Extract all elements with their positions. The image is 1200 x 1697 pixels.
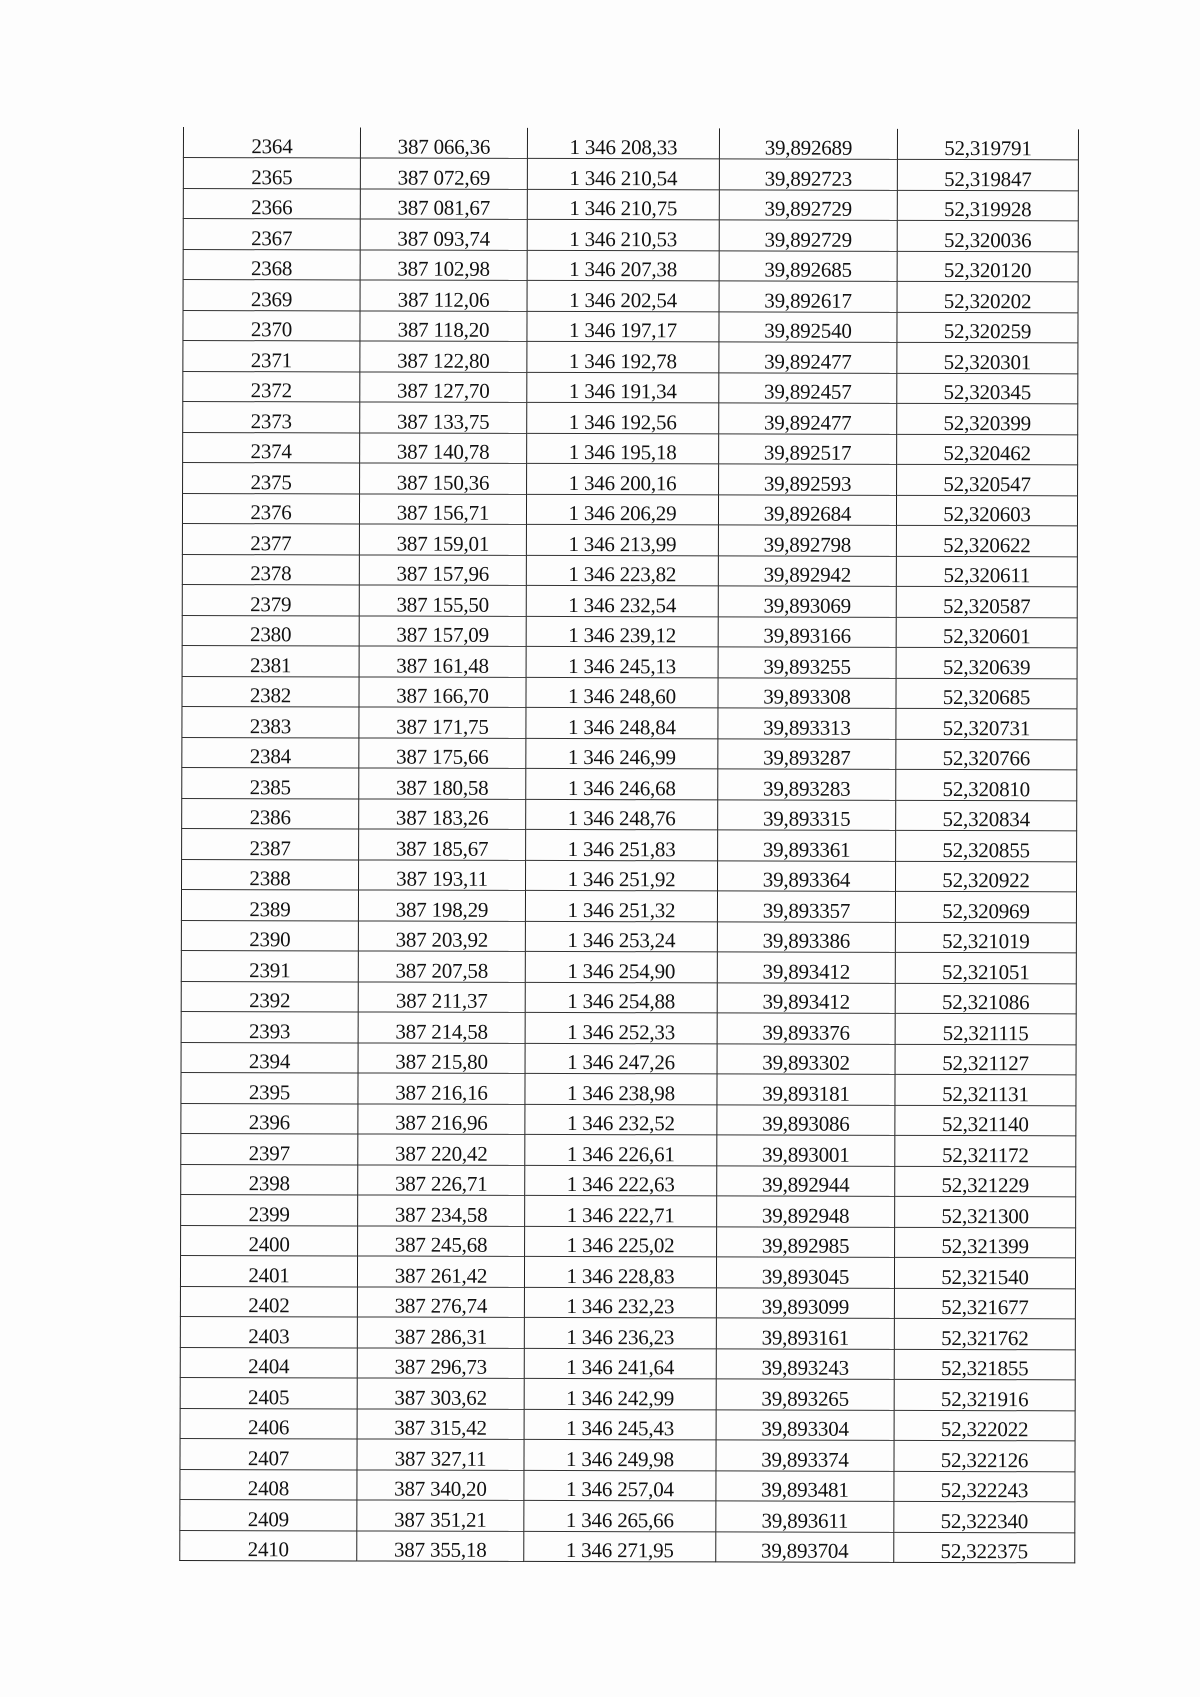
y-coordinate-cell: 1 346 232,52 [525,1104,717,1135]
y-coordinate-cell: 1 346 226,61 [525,1134,717,1165]
x-coordinate-cell: 387 161,48 [359,646,526,677]
latitude-cell: 39,893376 [717,1013,895,1044]
table-row [183,188,1078,221]
point-number-cell: 2369 [183,280,360,311]
y-coordinate-cell: 1 346 252,33 [525,1012,717,1043]
table-row [180,1316,1075,1349]
y-coordinate-cell: 1 346 251,92 [526,860,718,891]
x-coordinate-cell: 387 351,21 [357,1500,524,1531]
latitude-cell: 39,893069 [718,586,896,617]
longitude-cell: 52,319928 [897,190,1078,221]
y-coordinate-cell: 1 346 251,32 [525,890,717,921]
longitude-cell: 52,322126 [894,1440,1075,1471]
longitude-cell: 52,320855 [896,830,1077,861]
y-coordinate-cell: 1 346 210,54 [527,158,719,189]
longitude-cell: 52,321115 [895,1013,1076,1044]
table-row [183,158,1078,191]
x-coordinate-cell: 387 226,71 [358,1164,525,1195]
y-coordinate-cell: 1 346 206,29 [526,494,718,525]
point-number-cell: 2403 [180,1316,357,1347]
longitude-cell: 52,321127 [895,1044,1076,1075]
x-coordinate-cell: 387 171,75 [359,707,526,738]
y-coordinate-cell: 1 346 213,99 [526,524,718,555]
longitude-cell: 52,320834 [896,800,1077,831]
table-row [181,1164,1076,1197]
point-number-cell: 2378 [182,554,359,585]
table-row [183,371,1078,404]
longitude-cell: 52,320120 [897,251,1078,282]
longitude-cell: 52,320922 [896,861,1077,892]
point-number-cell: 2387 [182,828,359,859]
latitude-cell: 39,893001 [717,1135,895,1166]
point-number-cell: 2408 [180,1469,357,1500]
latitude-cell: 39,892798 [718,525,896,556]
point-number-cell: 2365 [183,158,360,189]
latitude-cell: 39,893099 [716,1287,894,1318]
table-row [182,615,1077,648]
table-row [181,920,1076,953]
y-coordinate-cell: 1 346 239,12 [526,616,718,647]
latitude-cell: 39,893386 [717,921,895,952]
x-coordinate-cell: 387 214,58 [358,1012,525,1043]
latitude-cell: 39,892477 [719,403,897,434]
x-coordinate-cell: 387 155,50 [359,585,526,616]
table-row [180,1438,1075,1471]
point-number-cell: 2376 [182,493,359,524]
point-number-cell: 2397 [181,1133,358,1164]
y-coordinate-cell: 1 346 192,56 [527,402,719,433]
latitude-cell: 39,893308 [718,677,896,708]
longitude-cell: 52,320639 [896,647,1077,678]
y-coordinate-cell: 1 346 208,33 [527,128,719,159]
latitude-cell: 39,892685 [719,250,897,281]
x-coordinate-cell: 387 215,80 [358,1042,525,1073]
y-coordinate-cell: 1 346 271,95 [524,1531,716,1562]
x-coordinate-cell: 387 122,80 [360,341,527,372]
x-coordinate-cell: 387 220,42 [358,1134,525,1165]
longitude-cell: 52,320462 [897,434,1078,465]
point-number-cell: 2389 [181,889,358,920]
point-number-cell: 2395 [181,1072,358,1103]
table-row [180,1347,1075,1380]
longitude-cell: 52,320969 [895,891,1076,922]
table-row [182,554,1077,587]
table-row [183,341,1078,374]
point-number-cell: 2367 [183,219,360,250]
point-number-cell: 2392 [181,981,358,1012]
table-row [183,463,1078,496]
y-coordinate-cell: 1 346 210,75 [527,189,719,220]
longitude-cell: 52,320603 [896,495,1077,526]
point-number-cell: 2398 [181,1164,358,1195]
point-number-cell: 2372 [183,371,360,402]
longitude-cell: 52,320547 [897,464,1078,495]
table-row [180,1469,1075,1502]
longitude-cell: 52,321916 [894,1379,1075,1410]
y-coordinate-cell: 1 346 228,83 [524,1256,716,1287]
point-number-cell: 2364 [183,127,360,158]
latitude-cell: 39,892985 [717,1226,895,1257]
longitude-cell: 52,320611 [896,556,1077,587]
table-row [181,1072,1076,1105]
table-row [182,828,1077,861]
x-coordinate-cell: 387 234,58 [358,1195,525,1226]
x-coordinate-cell: 387 112,06 [360,280,527,311]
latitude-cell: 39,893374 [716,1440,894,1471]
point-number-cell: 2377 [182,523,359,554]
latitude-cell: 39,893364 [718,860,896,891]
latitude-cell: 39,893412 [717,952,895,983]
point-number-cell: 2396 [181,1103,358,1134]
x-coordinate-cell: 387 207,58 [358,951,525,982]
table-row [181,950,1076,983]
point-number-cell: 2366 [183,188,360,219]
y-coordinate-cell: 1 346 257,04 [524,1470,716,1501]
latitude-cell: 39,892457 [719,372,897,403]
latitude-cell: 39,892944 [717,1165,895,1196]
point-number-cell: 2380 [182,615,359,646]
latitude-cell: 39,892684 [718,494,896,525]
point-number-cell: 2394 [181,1042,358,1073]
y-coordinate-cell: 1 346 248,84 [526,707,718,738]
latitude-cell: 39,892723 [719,159,897,190]
longitude-cell: 52,320622 [896,525,1077,556]
x-coordinate-cell: 387 211,37 [358,981,525,1012]
x-coordinate-cell: 387 140,78 [360,432,527,463]
table-row [181,1042,1076,1075]
point-number-cell: 2381 [182,645,359,676]
latitude-cell: 39,892948 [717,1196,895,1227]
y-coordinate-cell: 1 346 236,23 [524,1317,716,1348]
longitude-cell: 52,321140 [895,1105,1076,1136]
longitude-cell: 52,320399 [897,403,1078,434]
table-row [181,1103,1076,1136]
latitude-cell: 39,892540 [719,311,897,342]
y-coordinate-cell: 1 346 207,38 [527,250,719,281]
x-coordinate-cell: 387 216,16 [358,1073,525,1104]
latitude-cell: 39,893086 [717,1104,895,1135]
x-coordinate-cell: 387 102,98 [360,249,527,280]
x-coordinate-cell: 387 127,70 [360,371,527,402]
table-row [182,767,1077,800]
latitude-cell: 39,893313 [718,708,896,739]
point-number-cell: 2391 [181,950,358,981]
y-coordinate-cell: 1 346 251,83 [526,829,718,860]
table-row [180,1377,1075,1410]
table-row [183,432,1078,465]
table-row [183,219,1078,252]
longitude-cell: 52,322243 [894,1471,1075,1502]
table-row [180,1286,1075,1319]
point-number-cell: 2405 [180,1377,357,1408]
latitude-cell: 39,893304 [716,1409,894,1440]
latitude-cell: 39,892689 [719,128,897,159]
table-row [182,737,1077,770]
point-number-cell: 2383 [182,706,359,737]
latitude-cell: 39,893265 [716,1379,894,1410]
point-number-cell: 2375 [183,463,360,494]
y-coordinate-cell: 1 346 202,54 [527,280,719,311]
longitude-cell: 52,320587 [896,586,1077,617]
point-number-cell: 2386 [182,798,359,829]
table-row [181,981,1076,1014]
longitude-cell: 52,321677 [894,1288,1075,1319]
latitude-cell: 39,893283 [718,769,896,800]
longitude-cell: 52,320259 [897,312,1078,343]
table-row [182,584,1077,617]
latitude-cell: 39,893166 [718,616,896,647]
y-coordinate-cell: 1 346 247,26 [525,1043,717,1074]
table-row [182,676,1077,709]
x-coordinate-cell: 387 198,29 [358,890,525,921]
x-coordinate-cell: 387 340,20 [357,1469,524,1500]
table-row [181,1194,1076,1227]
y-coordinate-cell: 1 346 241,64 [524,1348,716,1379]
longitude-cell: 52,320731 [896,708,1077,739]
x-coordinate-cell: 387 286,31 [357,1317,524,1348]
table-row [182,706,1077,739]
latitude-cell: 39,893302 [717,1043,895,1074]
table-row [182,493,1077,526]
longitude-cell: 52,320810 [896,769,1077,800]
table-row [180,1499,1075,1532]
latitude-cell: 39,892617 [719,281,897,312]
y-coordinate-cell: 1 346 245,43 [524,1409,716,1440]
x-coordinate-cell: 387 133,75 [360,402,527,433]
point-number-cell: 2385 [182,767,359,798]
point-number-cell: 2384 [182,737,359,768]
table-row [180,1255,1075,1288]
latitude-cell: 39,893481 [716,1470,894,1501]
longitude-cell: 52,321399 [895,1227,1076,1258]
latitude-cell: 39,892729 [719,220,897,251]
table-row [183,280,1078,313]
y-coordinate-cell: 1 346 242,99 [524,1378,716,1409]
longitude-cell: 52,321229 [895,1166,1076,1197]
y-coordinate-cell: 1 346 192,78 [527,341,719,372]
point-number-cell: 2400 [181,1225,358,1256]
longitude-cell: 52,320601 [896,617,1077,648]
x-coordinate-cell: 387 066,36 [360,127,527,158]
table-row [181,1133,1076,1166]
x-coordinate-cell: 387 245,68 [358,1225,525,1256]
longitude-cell: 52,321051 [895,952,1076,983]
point-number-cell: 2373 [183,402,360,433]
y-coordinate-cell: 1 346 232,54 [526,585,718,616]
point-number-cell: 2407 [180,1438,357,1469]
longitude-cell: 52,321855 [894,1349,1075,1380]
y-coordinate-cell: 1 346 248,76 [526,799,718,830]
y-coordinate-cell: 1 346 265,66 [524,1500,716,1531]
longitude-cell: 52,320301 [897,342,1078,373]
latitude-cell: 39,893357 [717,891,895,922]
y-coordinate-cell: 1 346 210,53 [527,219,719,250]
point-number-cell: 2388 [182,859,359,890]
longitude-cell: 52,321131 [895,1074,1076,1105]
table-row [181,1011,1076,1044]
coordinates-table [179,127,1079,1563]
x-coordinate-cell: 387 180,58 [359,768,526,799]
table-row [180,1408,1075,1441]
longitude-cell: 52,322022 [894,1410,1075,1441]
longitude-cell: 52,320766 [896,739,1077,770]
x-coordinate-cell: 387 183,26 [359,798,526,829]
x-coordinate-cell: 387 150,36 [360,463,527,494]
y-coordinate-cell: 1 346 254,90 [525,951,717,982]
y-coordinate-cell: 1 346 197,17 [527,311,719,342]
y-coordinate-cell: 1 346 246,68 [526,768,718,799]
point-number-cell: 2382 [182,676,359,707]
point-number-cell: 2401 [180,1255,357,1286]
latitude-cell: 39,893161 [716,1318,894,1349]
x-coordinate-cell: 387 276,74 [357,1286,524,1317]
longitude-cell: 52,321019 [895,922,1076,953]
x-coordinate-cell: 387 156,71 [359,493,526,524]
x-coordinate-cell: 387 175,66 [359,737,526,768]
point-number-cell: 2370 [183,310,360,341]
point-number-cell: 2374 [183,432,360,463]
longitude-cell: 52,320036 [897,220,1078,251]
x-coordinate-cell: 387 157,09 [359,615,526,646]
y-coordinate-cell: 1 346 238,98 [525,1073,717,1104]
latitude-cell: 39,893181 [717,1074,895,1105]
latitude-cell: 39,893255 [718,647,896,678]
y-coordinate-cell: 1 346 223,82 [526,555,718,586]
point-number-cell: 2399 [181,1194,358,1225]
longitude-cell: 52,319847 [897,159,1078,190]
longitude-cell: 52,321172 [895,1135,1076,1166]
point-number-cell: 2390 [181,920,358,951]
y-coordinate-cell: 1 346 191,34 [527,372,719,403]
point-number-cell: 2371 [183,341,360,372]
y-coordinate-cell: 1 346 222,71 [525,1195,717,1226]
y-coordinate-cell: 1 346 245,13 [526,646,718,677]
table-row [181,1225,1076,1258]
x-coordinate-cell: 387 159,01 [359,524,526,555]
y-coordinate-cell: 1 346 200,16 [527,463,719,494]
latitude-cell: 39,893243 [716,1348,894,1379]
point-number-cell: 2404 [180,1347,357,1378]
x-coordinate-cell: 387 327,11 [357,1439,524,1470]
longitude-cell: 52,320345 [897,373,1078,404]
latitude-cell: 39,893045 [716,1257,894,1288]
latitude-cell: 39,892517 [719,433,897,464]
latitude-cell: 39,892942 [718,555,896,586]
latitude-cell: 39,892593 [719,464,897,495]
table-row [183,127,1078,160]
x-coordinate-cell: 387 216,96 [358,1103,525,1134]
table-row [183,310,1078,343]
table-row [181,889,1076,922]
point-number-cell: 2409 [180,1499,357,1530]
latitude-cell: 39,892729 [719,189,897,220]
latitude-cell: 39,893287 [718,738,896,769]
y-coordinate-cell: 1 346 195,18 [527,433,719,464]
point-number-cell: 2402 [180,1286,357,1317]
table-row [182,798,1077,831]
point-number-cell: 2368 [183,249,360,280]
table-row [182,523,1077,556]
x-coordinate-cell: 387 203,92 [358,920,525,951]
x-coordinate-cell: 387 296,73 [357,1347,524,1378]
point-number-cell: 2410 [180,1530,357,1561]
longitude-cell: 52,322340 [894,1501,1075,1532]
x-coordinate-cell: 387 193,11 [359,859,526,890]
y-coordinate-cell: 1 346 225,02 [525,1226,717,1257]
x-coordinate-cell: 387 185,67 [359,829,526,860]
longitude-cell: 52,320202 [897,281,1078,312]
y-coordinate-cell: 1 346 246,99 [526,738,718,769]
x-coordinate-cell: 387 118,20 [360,310,527,341]
x-coordinate-cell: 387 093,74 [360,219,527,250]
point-number-cell: 2379 [182,584,359,615]
y-coordinate-cell: 1 346 253,24 [525,921,717,952]
latitude-cell: 39,893315 [718,799,896,830]
table-row [183,249,1078,282]
latitude-cell: 39,893704 [716,1531,894,1562]
y-coordinate-cell: 1 346 222,63 [525,1165,717,1196]
x-coordinate-cell: 387 072,69 [360,158,527,189]
longitude-cell: 52,320685 [896,678,1077,709]
longitude-cell: 52,321300 [895,1196,1076,1227]
x-coordinate-cell: 387 166,70 [359,676,526,707]
x-coordinate-cell: 387 261,42 [357,1256,524,1287]
latitude-cell: 39,893361 [718,830,896,861]
latitude-cell: 39,893412 [717,982,895,1013]
longitude-cell: 52,319791 [897,129,1078,160]
x-coordinate-cell: 387 157,96 [359,554,526,585]
y-coordinate-cell: 1 346 232,23 [524,1287,716,1318]
latitude-cell: 39,892477 [719,342,897,373]
y-coordinate-cell: 1 346 249,98 [524,1439,716,1470]
y-coordinate-cell: 1 346 254,88 [525,982,717,1013]
y-coordinate-cell: 1 346 248,60 [526,677,718,708]
table-row [182,645,1077,678]
point-number-cell: 2393 [181,1011,358,1042]
longitude-cell: 52,321762 [894,1318,1075,1349]
longitude-cell: 52,322375 [894,1532,1075,1563]
longitude-cell: 52,321086 [895,983,1076,1014]
longitude-cell: 52,321540 [894,1257,1075,1288]
x-coordinate-cell: 387 303,62 [357,1378,524,1409]
x-coordinate-cell: 387 315,42 [357,1408,524,1439]
latitude-cell: 39,893611 [716,1501,894,1532]
table-row [183,402,1078,435]
point-number-cell: 2406 [180,1408,357,1439]
table-row [182,859,1077,892]
table-row [180,1530,1075,1563]
x-coordinate-cell: 387 355,18 [357,1530,524,1561]
x-coordinate-cell: 387 081,67 [360,188,527,219]
coordinates-table-body [180,127,1079,1563]
